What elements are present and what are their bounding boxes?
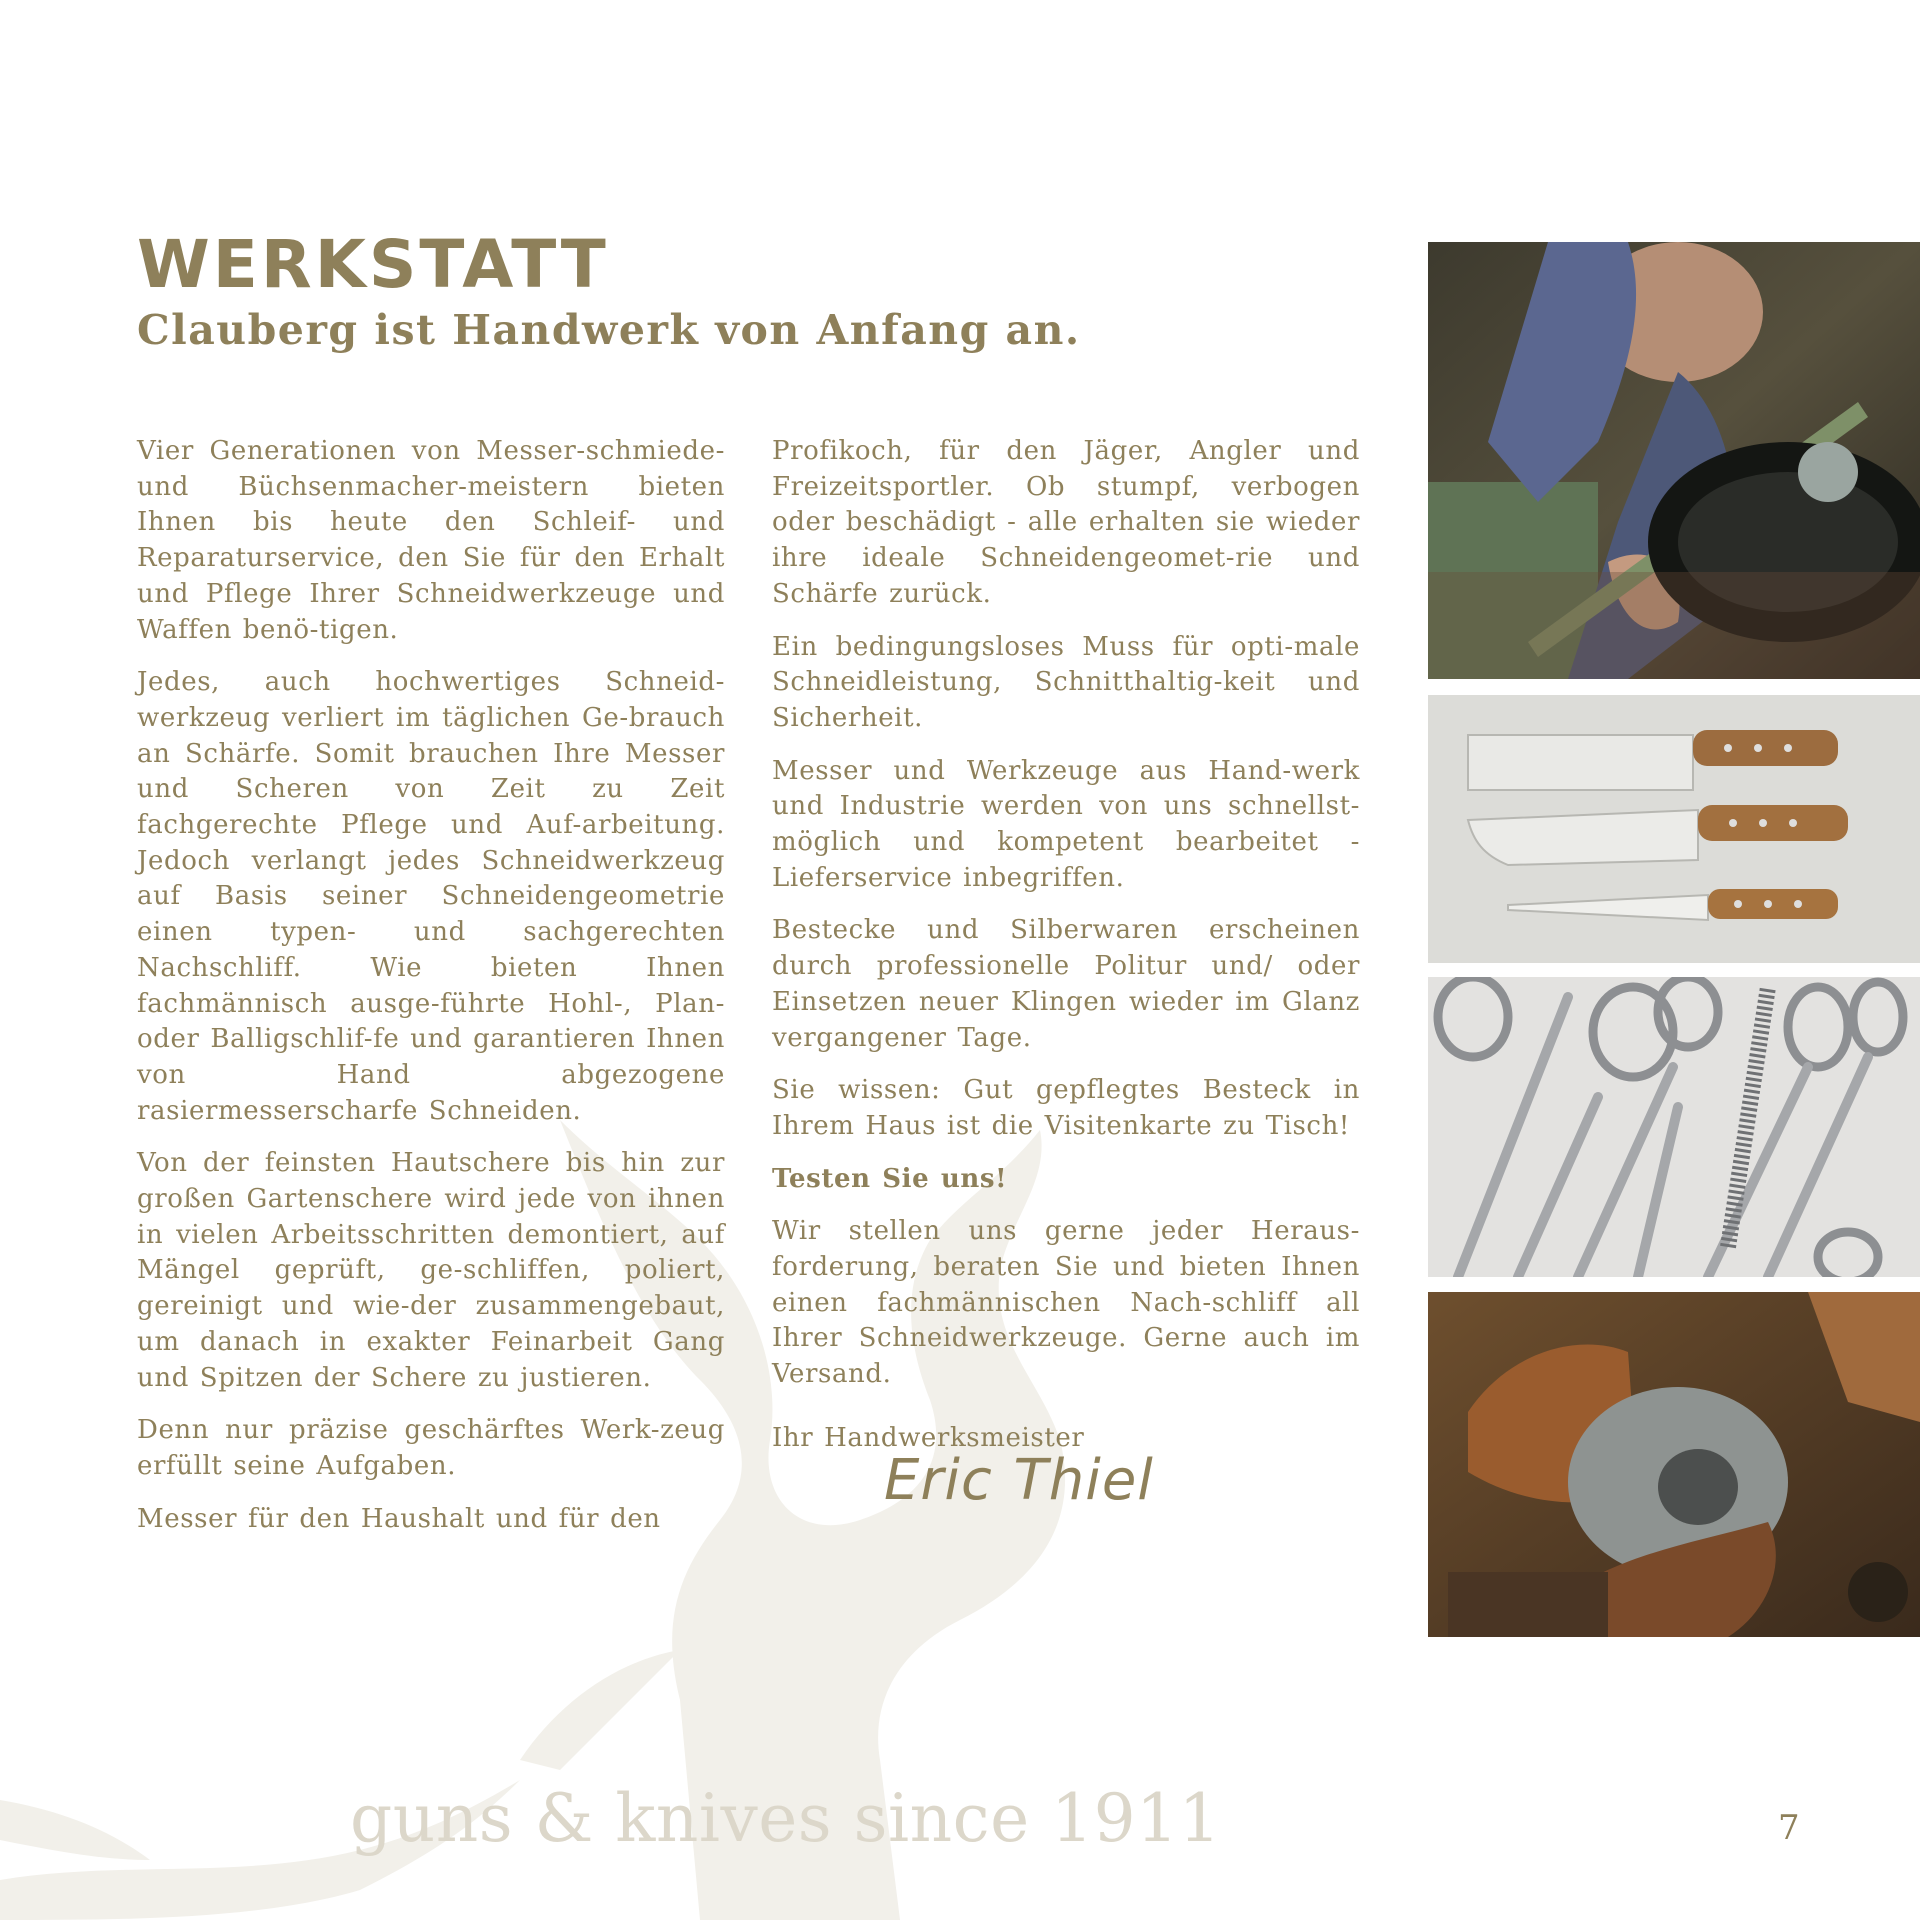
signoff: Ihr Handwerksmeister	[772, 1422, 1085, 1453]
paragraph: Von der feinsten Hautschere bis hin zur großen Gartenschere wird jede von ihnen in vielen Arbeitsschritten demontiert, auf Mängel geprüft, ge-schliffen, poliert, gereinigt und wie-der zusammengebaut, um danach in exakter Feinarbeit Gang und Spitzen der Schere zu justieren.	[137, 1148, 725, 1393]
page-subtitle: Clauberg ist Handwerk von Anfang an.	[137, 306, 1081, 354]
paragraph: Profikoch, für den Jäger, Angler und Freizeitsportler. Ob stumpf, verbogen oder beschädigt - alle erhalten sie wieder ihre ideale Schneidengeomet-rie und Schärfe zurück.	[772, 436, 1360, 609]
paragraph: Messer für den Haushalt und für den	[137, 1503, 661, 1534]
paragraph: Ein bedingungsloses Muss für opti-male Schneidleistung, Schnitthaltig-keit und Sicherheit.	[772, 631, 1360, 733]
call-to-action: Testen Sie uns!	[772, 1163, 1008, 1194]
paragraph: Sie wissen: Gut gepflegtes Besteck in Ihrem Haus ist die Visitenkarte zu Tisch!	[772, 1075, 1360, 1141]
scissors-photo	[1428, 977, 1920, 1277]
footer-tagline: guns & knives since 1911	[350, 1780, 1222, 1857]
paragraph: Denn nur präzise geschärftes Werk-zeug erfüllt seine Aufgaben.	[137, 1415, 725, 1481]
paragraph: Bestecke und Silberwaren erscheinen durch professionelle Politur und/ oder Einsetzen neuer Klingen wieder im Glanz vergangener Tage.	[772, 915, 1360, 1053]
left-text-column	[137, 434, 725, 1554]
page-number: 7	[1778, 1808, 1800, 1848]
page-title: WERKSTATT	[137, 226, 609, 303]
paragraph: Jedes, auch hochwertiges Schneid-werkzeug verliert im täglichen Ge-brauch an Schärfe. Somit brauchen Ihre Messer und Scheren von Zeit zu Zeit fachgerechte Pflege und Auf-arbeitung. Jedoch verlangt jedes Schneidwerkzeug auf Basis seiner Schneidengeometrie einen typen- und sachgerechten Nachschliff. Wie bieten Ihnen fachmännisch ausge-führte Hohl-, Plan- oder Balligschlif-fe und garantieren Ihnen von Hand abgezogene rasiermesserscharfe Schneiden.	[137, 667, 725, 1126]
right-text-column	[772, 434, 1360, 1513]
craftsman-at-workbench-photo	[1428, 242, 1920, 679]
paragraph: Messer und Werkzeuge aus Hand-werk und Industrie werden von uns schnellst-möglich und kompetent bearbeitet - Lieferservice inbegriffen.	[772, 755, 1360, 893]
grinding-wheel-photo	[1428, 1292, 1920, 1637]
signature: Eric Thiel	[884, 1447, 1154, 1513]
paragraph: Wir stellen uns gerne jeder Heraus-forderung, beraten Sie und bieten Ihnen einen fachmännischen Nach-schliff all Ihrer Schneidwerkzeuge. Gerne auch im Versand.	[772, 1216, 1360, 1390]
three-kitchen-knives-photo	[1428, 695, 1920, 963]
paragraph: Vier Generationen von Messer-schmiede- und Büchsenmacher-meistern bieten Ihnen bis heute den Schleif- und Reparaturservice, den Sie für den Erhalt und Pflege Ihrer Schneidwerkzeuge und Waffen benö-tigen.	[137, 436, 725, 645]
